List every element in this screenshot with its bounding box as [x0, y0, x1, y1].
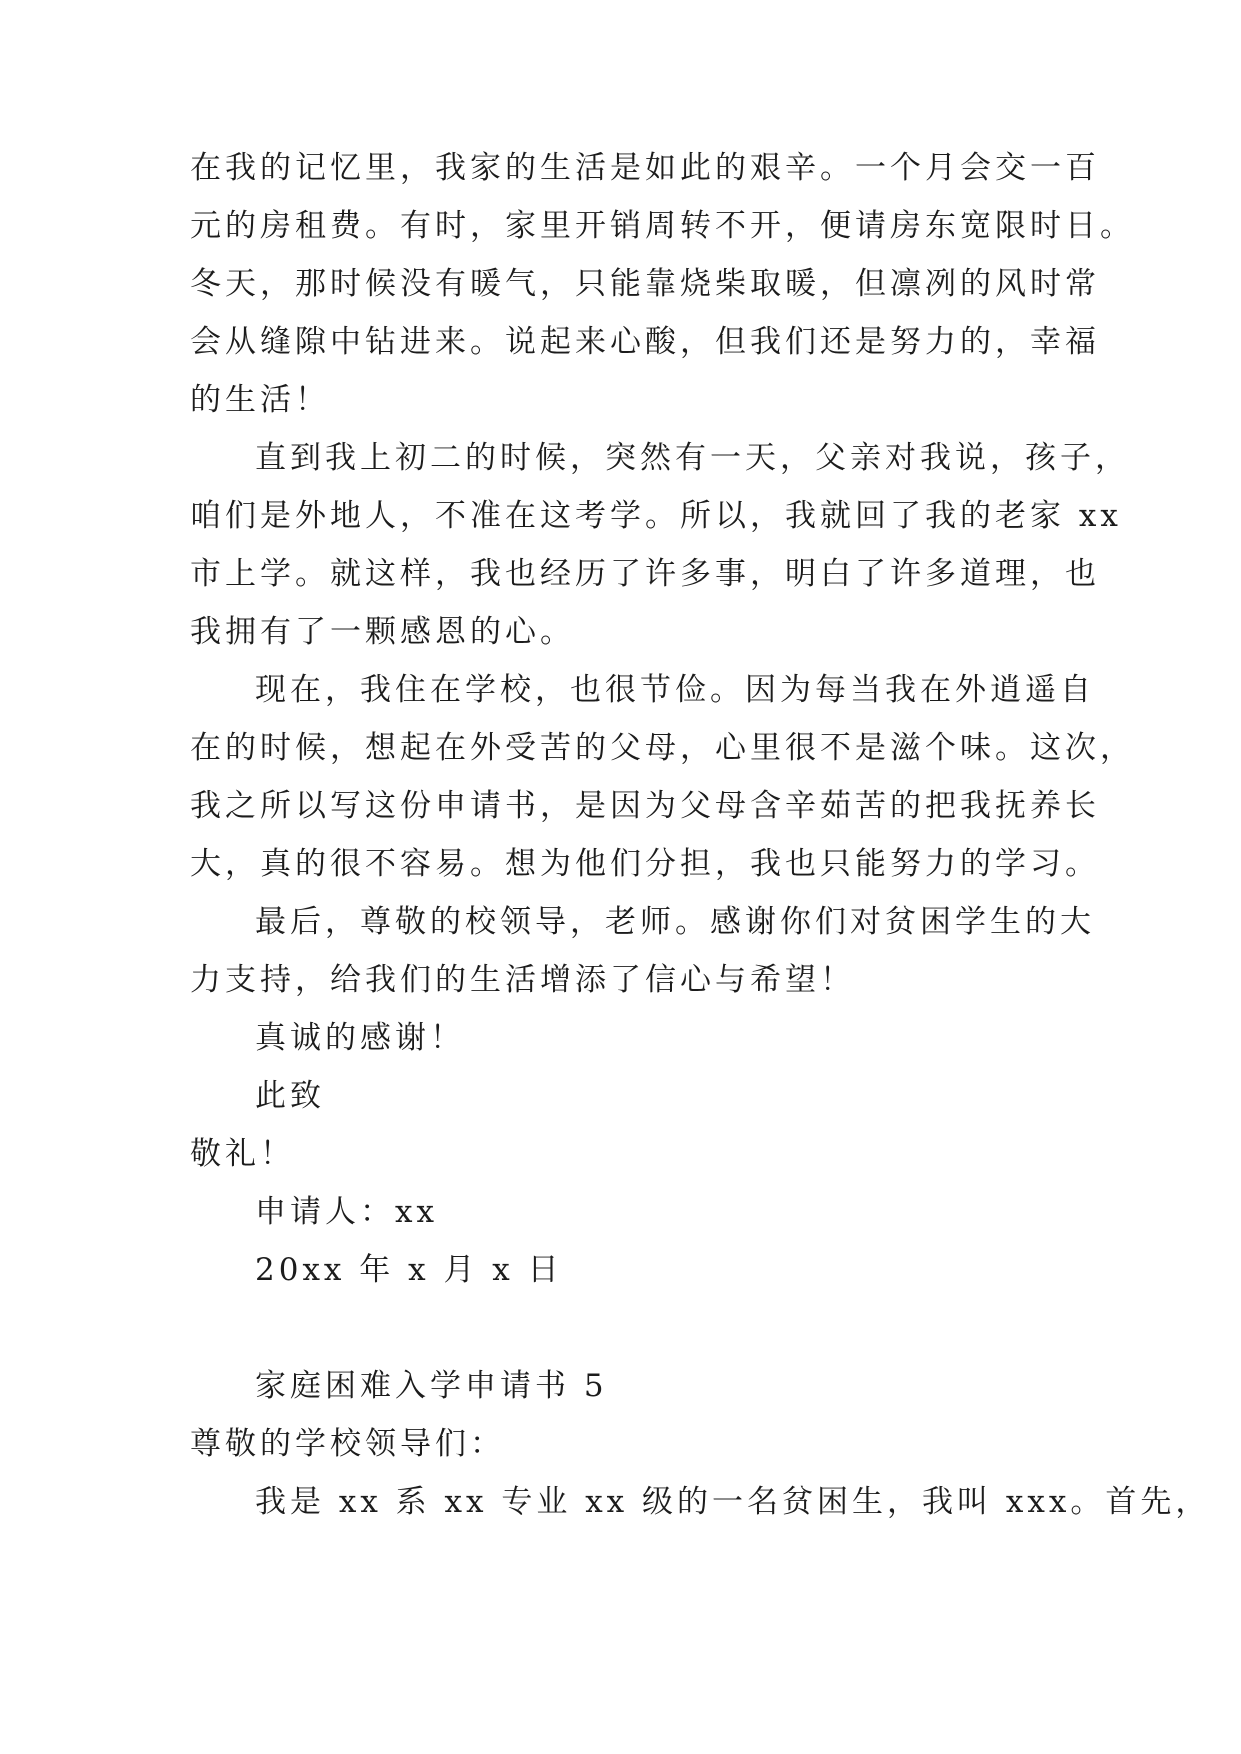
paragraph-line: 直到我上初二的时候，突然有一天，父亲对我说，孩子，	[255, 440, 1130, 476]
paragraph-line: 力支持，给我们的生活增添了信心与希望！	[190, 962, 855, 998]
paragraph-line: 会从缝隙中钻进来。说起来心酸，但我们还是努力的，幸福	[190, 324, 1100, 360]
closing-salutation: 此致	[255, 1078, 325, 1114]
paragraph-line: 最后，尊敬的校领导，老师。感谢你们对贫困学生的大	[255, 904, 1095, 940]
paragraph-line: 大，真的很不容易。想为他们分担，我也只能努力的学习。	[190, 846, 1100, 882]
paragraph-line: 在我的记忆里，我家的生活是如此的艰辛。一个月会交一百	[190, 150, 1100, 186]
paragraph-line: 在的时候，想起在外受苦的父母，心里很不是滋个味。这次，	[190, 730, 1135, 766]
applicant-signature: 申请人：xx	[255, 1194, 438, 1230]
paragraph-line: 现在，我住在学校，也很节俭。因为每当我在外逍遥自	[255, 672, 1095, 708]
paragraph-line: 的生活！	[190, 382, 330, 418]
letter-greeting: 尊敬的学校领导们：	[190, 1426, 505, 1462]
paragraph-line: 我是 xx 系 xx 专业 xx 级的一名贫困生，我叫 xxx。首先，	[255, 1484, 1211, 1520]
paragraph-line: 我之所以写这份申请书，是因为父母含辛茹苦的把我抚养长	[190, 788, 1100, 824]
paragraph-line: 咱们是外地人，不准在这考学。所以，我就回了我的老家 xx	[190, 498, 1122, 534]
closing-thanks: 真诚的感谢！	[255, 1020, 465, 1056]
paragraph-line: 市上学。就这样，我也经历了许多事，明白了许多道理，也	[190, 556, 1100, 592]
paragraph-line: 我拥有了一颗感恩的心。	[190, 614, 575, 650]
paragraph-line: 冬天，那时候没有暖气，只能靠烧柴取暖，但凛冽的风时常	[190, 266, 1100, 302]
closing-regards: 敬礼！	[190, 1136, 295, 1172]
letter-date: 20xx 年 x 月 x 日	[255, 1252, 563, 1288]
paragraph-line: 元的房租费。有时，家里开销周转不开，便请房东宽限时日。	[190, 208, 1135, 244]
section-heading: 家庭困难入学申请书 5	[255, 1368, 608, 1404]
